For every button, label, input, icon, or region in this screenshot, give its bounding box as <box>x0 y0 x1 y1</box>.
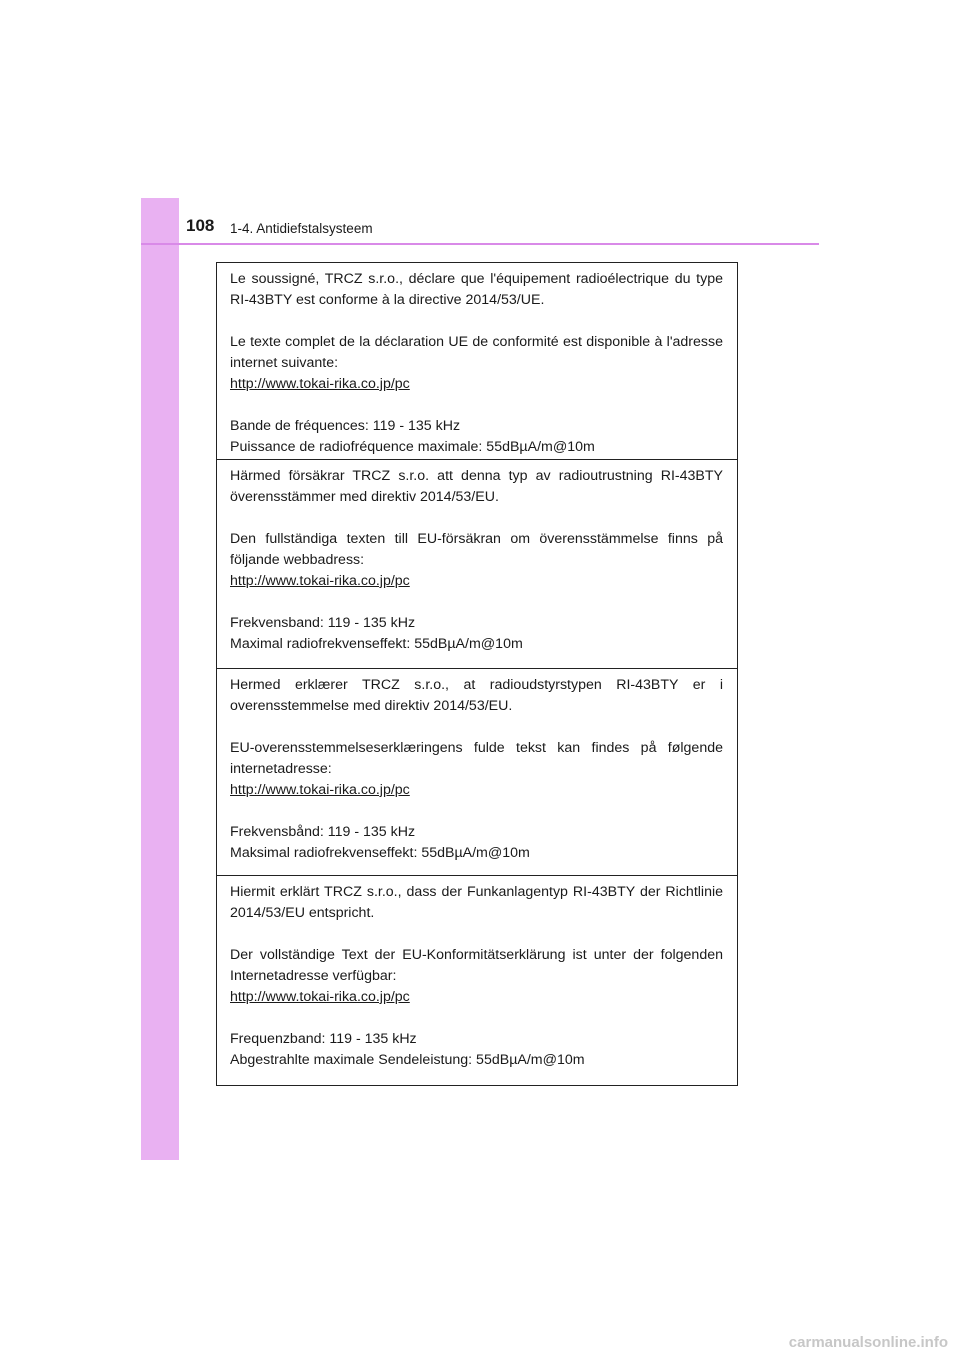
declaration-availability: Den fullständiga texten till EU-försäkran om överensstämmelse finns på följande webbadress: <box>230 531 723 568</box>
max-power: Maksimal radiofrekvenseffekt: 55dBµA/m@10m <box>230 845 530 861</box>
max-power: Abgestrahlte maximale Sendeleistung: 55dBµA/m@10m <box>230 1052 585 1068</box>
declaration-availability: Le texte complet de la déclaration UE de conformité est disponible à l'adresse internet suivante: <box>230 334 723 371</box>
declaration-url-link[interactable]: http://www.tokai-rika.co.jp/pc <box>230 573 410 589</box>
max-power: Puissance de radiofréquence maximale: 55dBµA/m@10m <box>230 439 595 455</box>
header-divider <box>141 243 819 245</box>
declaration-availability: Der vollständige Text der EU-Konformitätserklärung ist unter der folgenden Internetadresse verfügbar: <box>230 947 723 984</box>
chapter-side-tab <box>141 198 179 1160</box>
conformity-table <box>216 262 738 1086</box>
declaration-url-link[interactable]: http://www.tokai-rika.co.jp/pc <box>230 989 410 1005</box>
declaration-block-german <box>217 876 737 1085</box>
conformity-statement: Le soussigné, TRCZ s.r.o., déclare que l'équipement radioélectrique du type RI-43BTY est conforme à la directive 2014/53/UE. <box>230 271 723 308</box>
section-title: 1-4. Antidiefstalsysteem <box>230 221 373 236</box>
conformity-statement: Hermed erklærer TRCZ s.r.o., at radioudstyrstypen RI-43BTY er i overensstemmelse med direktiv 2014/53/EU. <box>230 677 723 714</box>
max-power: Maximal radiofrekvenseffekt: 55dBµA/m@10m <box>230 636 523 652</box>
frequency-band: Frequenzband: 119 - 135 kHz <box>230 1031 417 1047</box>
declaration-url-link[interactable]: http://www.tokai-rika.co.jp/pc <box>230 782 410 798</box>
conformity-statement: Hiermit erklärt TRCZ s.r.o., dass der Funkanlagentyp RI-43BTY der Richtlinie 2014/53/EU entspricht. <box>230 884 723 921</box>
conformity-statement: Härmed försäkrar TRCZ s.r.o. att denna typ av radioutrustning RI-43BTY överensstämmer med direktiv 2014/53/EU. <box>230 468 723 505</box>
page-number: 108 <box>186 216 215 235</box>
declaration-availability: EU-overensstemmelseserklæringens fulde tekst kan findes på følgende internetadresse: <box>230 740 723 777</box>
frequency-band: Frekvensbånd: 119 - 135 kHz <box>230 824 416 840</box>
declaration-block-french <box>217 263 737 460</box>
declaration-block-danish <box>217 669 737 876</box>
declaration-url-link[interactable]: http://www.tokai-rika.co.jp/pc <box>230 376 410 392</box>
frequency-band: Bande de fréquences: 119 - 135 kHz <box>230 418 461 434</box>
frequency-band: Frekvensband: 119 - 135 kHz <box>230 615 416 631</box>
declaration-block-swedish <box>217 460 737 669</box>
site-watermark: carmanualsonline.info <box>788 1334 948 1351</box>
